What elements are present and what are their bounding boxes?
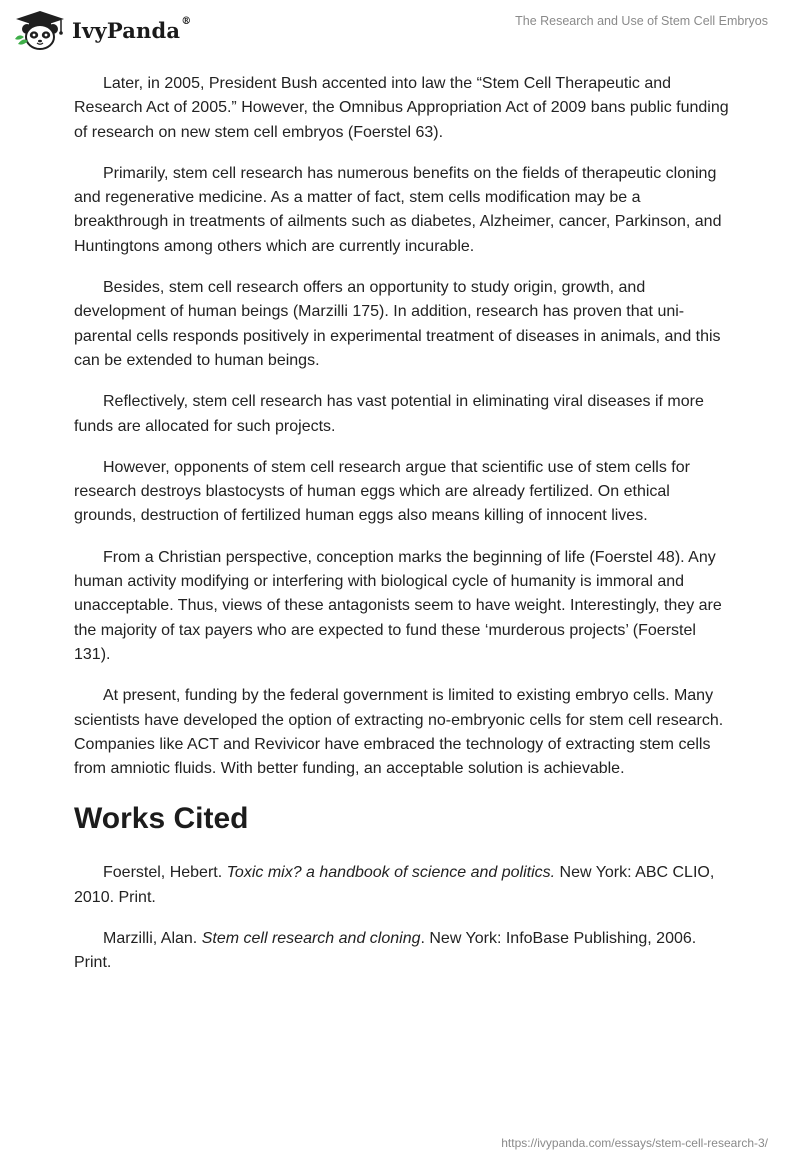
- citation-publication: . New York: InfoBase Publishing, 2006. Print.: [74, 930, 697, 972]
- citation-author: Marzilli, Alan.: [103, 930, 202, 948]
- paragraph-4: Reflectively, stem cell research has vast potential in eliminating viral diseases if more funds are allocated for such projects.: [74, 393, 704, 435]
- citation-author: Foerstel, Hebert.: [103, 864, 227, 882]
- paragraph-2: Primarily, stem cell research has numerous benefits on the fields of therapeutic cloning and regenerative medicine. As a matter of fact, stem cells modification may be a breakthrough in treatments of ailments such as diabetes, Alzheimer, cancer, Parkinson, and Huntingtons among others which are currently incurable.: [74, 164, 722, 255]
- paragraph-6: From a Christian perspective, conception marks the beginning of life (Foerstel 48). Any human activity modifying or interfering with biological cycle of humanity is immoral and unacceptable. Thus, views of these antagonists seem to have weight. Interestingly, they are the majority of tax payers who are expected to fund these ‘murderous projects’ (Foerstel 131).: [74, 548, 722, 663]
- brand-name-text: IvyPanda: [72, 17, 181, 43]
- panda-graduate-icon: [14, 10, 66, 50]
- paragraph-1: Later, in 2005, President Bush accented into law the “Stem Cell Therapeutic and Research Act of 2005.” However, the Omnibus Appropriation Act of 2009 bans public funding of research on new stem cell embryos (Foerstel 63).: [74, 75, 729, 141]
- citation-entry: [74, 861, 734, 910]
- citation-publication: New York: ABC CLIO, 2010. Print.: [74, 864, 715, 906]
- citation-title: Toxic mix? a handbook of science and politics.: [226, 864, 556, 882]
- works-cited-heading: Works Cited: [74, 802, 249, 836]
- paragraph-3: Besides, stem cell research offers an opportunity to study origin, growth, and development of human beings (Marzilli 175). In addition, research has proven that uni-parental cells responds positively in experimental treatment of diseases in animals, and this can be extended to human beings.: [74, 279, 721, 369]
- citation-entry: [74, 927, 734, 976]
- source-url[interactable]: https://ivypanda.com/essays/stem-cell-research-3/: [501, 1136, 768, 1150]
- brand-name: [72, 15, 192, 43]
- registered-mark: ®: [181, 15, 192, 27]
- site-logo[interactable]: [14, 10, 191, 50]
- paragraph-5: However, opponents of stem cell research argue that scientific use of stem cells for research destroys blastocysts of human eggs which are already fertilized. On ethical grounds, destruction of fertilized human eggs also means killing of innocent lives.: [74, 458, 690, 525]
- citation-title: Stem cell research and cloning: [201, 930, 421, 948]
- document-title: The Research and Use of Stem Cell Embryos: [515, 14, 768, 28]
- paragraph-7: At present, funding by the federal government is limited to existing embryo cells. Many scientists have developed the option of extracting no-embryonic cells for stem cell research. Companies like ACT and Revivicor have embraced the technology of extracting stem cells from amniotic fluids. With better funding, an acceptable solution is achievable.: [74, 687, 724, 778]
- essay-body: [74, 72, 734, 993]
